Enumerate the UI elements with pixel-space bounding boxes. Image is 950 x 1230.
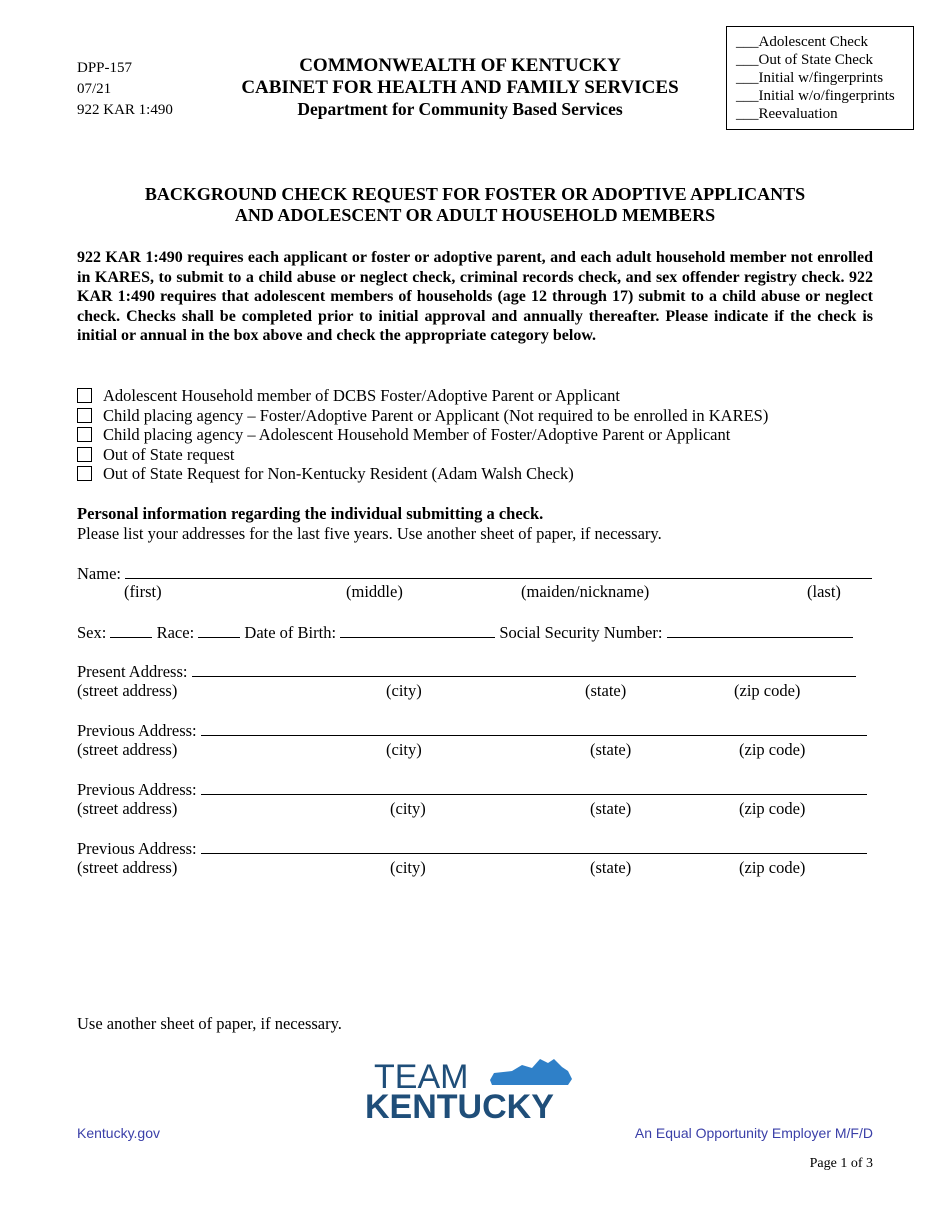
category-label: Out of State request xyxy=(103,444,235,464)
address-state-caption: (state) xyxy=(585,681,627,700)
previous-address-row xyxy=(77,720,867,741)
address-city-caption: (city) xyxy=(386,740,422,759)
footer-website-link[interactable]: Kentucky.gov xyxy=(77,1125,161,1141)
category-item xyxy=(77,386,768,406)
revision-date: 07/21 xyxy=(77,81,112,97)
address-street-caption: (street address) xyxy=(77,740,178,759)
personal-info-heading: Personal information regarding the individual submitting a check. xyxy=(77,504,544,523)
form-title xyxy=(77,184,873,226)
category-label: Child placing agency – Adolescent Household Member of Foster/Adoptive Parent or Applicant xyxy=(103,425,731,444)
sex-label: Sex: xyxy=(77,623,107,642)
name-label: Name: xyxy=(77,564,121,583)
page-number: Page 1 of 3 xyxy=(809,1156,873,1171)
kentucky-state-icon xyxy=(490,1059,572,1085)
dob-label: Date of Birth: xyxy=(244,623,337,642)
category-checkbox[interactable] xyxy=(77,447,92,462)
name-first-caption: (first) xyxy=(124,582,162,601)
header-line-2: CABINET FOR HEALTH AND FAMILY SERVICES xyxy=(241,77,679,98)
category-label: Out of State Request for Non-Kentucky Resident (Adam Walsh Check) xyxy=(103,464,574,483)
address-state-caption: (state) xyxy=(590,740,632,759)
ssn-input-line[interactable] xyxy=(667,622,853,638)
category-item xyxy=(77,464,768,484)
address-state-caption: (state) xyxy=(590,858,632,877)
regulation-reference: 922 KAR 1:490 xyxy=(77,102,173,118)
title-line-1: BACKGROUND CHECK REQUEST FOR FOSTER OR ADOPTIVE APPLICANTS xyxy=(144,184,806,204)
check-type-adolescent[interactable]: ___Adolescent Check xyxy=(736,34,869,50)
team-kentucky-logo xyxy=(362,1055,586,1123)
footer-equal-opportunity: An Equal Opportunity Employer M/F/D xyxy=(634,1125,873,1141)
demographics-row xyxy=(77,622,853,643)
address-city-caption: (city) xyxy=(390,799,426,818)
previous-address-row xyxy=(77,838,867,859)
personal-info-section xyxy=(77,504,662,544)
title-line-2: AND ADOLESCENT OR ADULT HOUSEHOLD MEMBERS xyxy=(234,205,716,225)
check-type-box xyxy=(726,26,914,130)
category-item xyxy=(77,425,768,445)
check-type-initial-with-fingerprints[interactable]: ___Initial w/fingerprints xyxy=(736,70,884,86)
check-type-initial-without-fingerprints[interactable]: ___Initial w/o/fingerprints xyxy=(736,88,895,104)
ssn-label: Social Security Number: xyxy=(499,623,663,642)
category-item xyxy=(77,406,768,426)
name-middle-caption: (middle) xyxy=(346,582,403,601)
name-input-line[interactable] xyxy=(125,563,872,579)
address-street-caption: (street address) xyxy=(77,681,178,700)
previous-address-label: Previous Address: xyxy=(77,721,197,740)
address-zip-caption: (zip code) xyxy=(734,681,801,700)
address-zip-caption: (zip code) xyxy=(739,858,806,877)
intro-paragraph: 922 KAR 1:490 requires each applicant or foster or adoptive parent, and each adult household member not enrolled in KARES, to submit to a child abuse or neglect check, criminal records check, and sex offender registry check. 922 KAR 1:490 requires that adolescent members of households (age 12 through 17) submit to a child abuse or neglect check. Checks shall be completed prior to initial approval and annually thereafter. Please indicate if the check is initial or annual in the box above and check the appropriate category below. xyxy=(77,249,873,344)
header-line-1: COMMONWEALTH OF KENTUCKY xyxy=(299,55,621,76)
address-state-caption: (state) xyxy=(590,799,632,818)
logo-team-text: TEAM xyxy=(374,1058,469,1096)
previous-address-row xyxy=(77,779,867,800)
sex-input-line[interactable] xyxy=(110,622,152,638)
category-checkbox[interactable] xyxy=(77,408,92,423)
present-address-label: Present Address: xyxy=(77,662,188,681)
name-row xyxy=(77,563,872,584)
check-type-out-of-state[interactable]: ___Out of State Check xyxy=(736,52,874,68)
agency-header xyxy=(200,55,720,120)
check-type-reevaluation[interactable]: ___Reevaluation xyxy=(736,106,838,122)
dob-input-line[interactable] xyxy=(340,622,495,638)
logo-kentucky-text: KENTUCKY xyxy=(365,1088,554,1123)
category-checkbox[interactable] xyxy=(77,388,92,403)
address-street-caption: (street address) xyxy=(77,858,178,877)
category-list xyxy=(77,386,768,484)
race-label: Race: xyxy=(156,623,195,642)
previous-address-input-line[interactable] xyxy=(201,779,867,795)
form-number: DPP-157 xyxy=(77,60,133,76)
previous-address-input-line[interactable] xyxy=(201,838,867,854)
present-address-row xyxy=(77,661,856,682)
category-checkbox[interactable] xyxy=(77,427,92,442)
category-label: Adolescent Household member of DCBS Foster/Adoptive Parent or Applicant xyxy=(103,386,620,405)
address-street-caption: (street address) xyxy=(77,799,178,818)
address-zip-caption: (zip code) xyxy=(739,799,806,818)
category-label: Child placing agency – Foster/Adoptive Parent or Applicant (Not required to be enrolled in KARES) xyxy=(103,405,769,425)
personal-info-instructions: Please list your addresses for the last five years. Use another sheet of paper, if necessary. xyxy=(77,524,662,543)
previous-address-label: Previous Address: xyxy=(77,839,197,858)
address-zip-caption: (zip code) xyxy=(739,740,806,759)
present-address-input-line[interactable] xyxy=(192,661,856,677)
address-city-caption: (city) xyxy=(390,858,426,877)
address-city-caption: (city) xyxy=(386,681,422,700)
name-last-caption: (last) xyxy=(807,582,841,601)
previous-address-input-line[interactable] xyxy=(201,720,867,736)
document-meta xyxy=(77,58,173,121)
race-input-line[interactable] xyxy=(198,622,240,638)
name-maiden-caption: (maiden/nickname) xyxy=(521,582,650,601)
category-item xyxy=(77,445,768,465)
header-line-3: Department for Community Based Services xyxy=(297,99,623,119)
category-checkbox[interactable] xyxy=(77,466,92,481)
extra-sheet-note: Use another sheet of paper, if necessary. xyxy=(77,1014,342,1033)
previous-address-label: Previous Address: xyxy=(77,780,197,799)
